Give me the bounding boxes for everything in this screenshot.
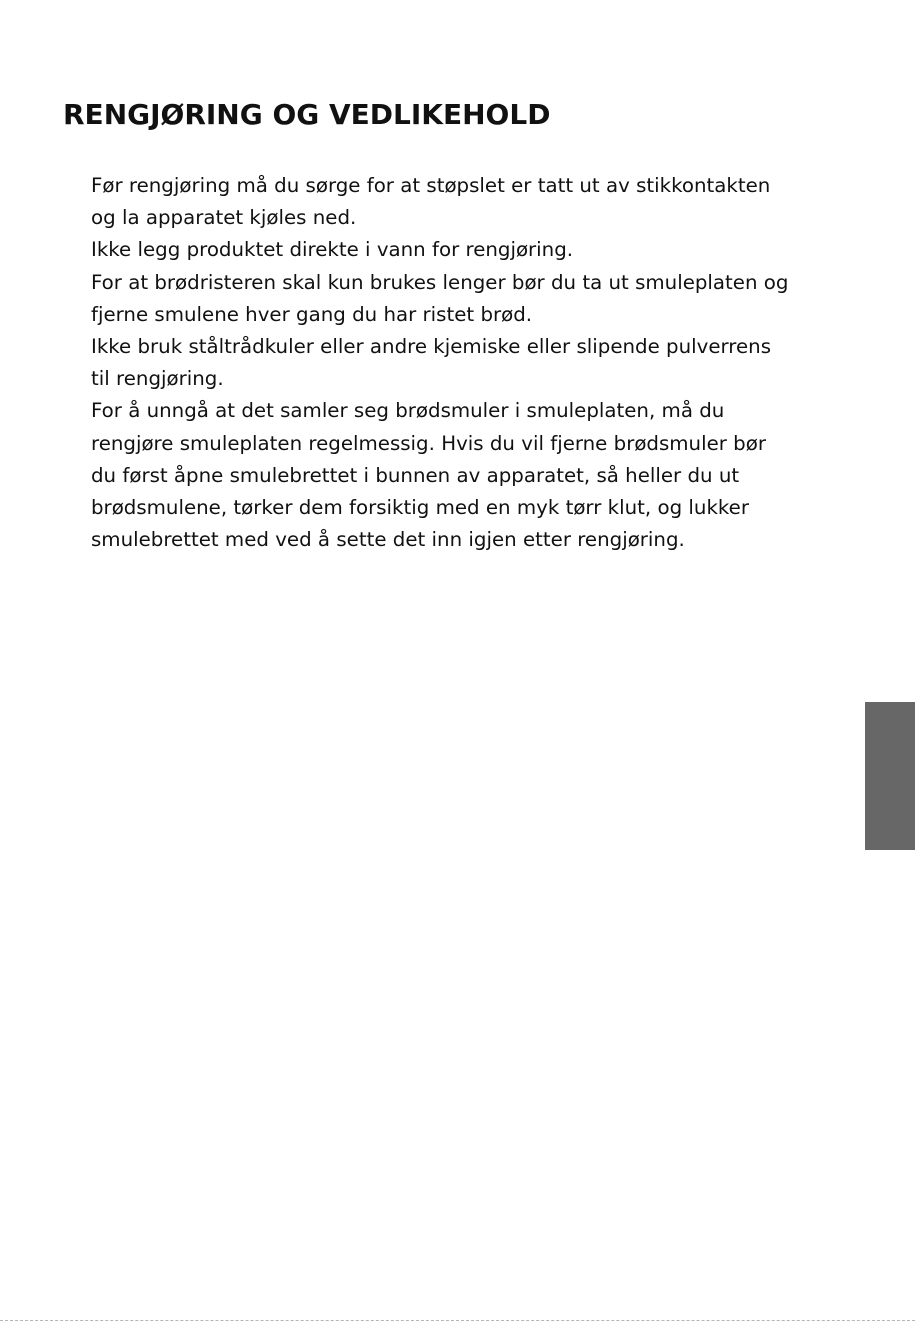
cleaning-instructions (91, 170, 891, 556)
instruction-line: du først åpne smulebrettet i bunnen av apparatet, så heller du ut (91, 463, 740, 487)
instruction-line: fjerne smulene hver gang du har ristet brød. (91, 302, 533, 326)
page-bottom-rule (0, 1320, 915, 1321)
instruction-line: Ikke legg produktet direkte i vann for rengjøring. (91, 238, 574, 262)
language-side-tab (865, 702, 915, 850)
instruction-line: brødsmulene, tørker dem forsiktig med en myk tørr klut, og lukker (91, 496, 749, 520)
instruction-line: rengjøre smuleplaten regelmessig. Hvis du vil fjerne brødsmuler bør (91, 431, 766, 455)
instruction-line: For å unngå at det samler seg brødsmuler i smuleplaten, må du (91, 399, 725, 423)
instruction-line: og la apparatet kjøles ned. (91, 206, 357, 230)
instruction-line: Ikke bruk ståltrådkuler eller andre kjemiske eller slipende pulverrens (91, 335, 771, 359)
instruction-line: Før rengjøring må du sørge for at støpslet er tatt ut av stikkontakten (91, 174, 771, 197)
instruction-line: smulebrettet med ved å sette det inn igjen etter rengjøring. (91, 528, 685, 552)
section-heading: RENGJØRING OG VEDLIKEHOLD (63, 98, 551, 131)
instruction-line: til rengjøring. (91, 367, 224, 391)
instruction-line: For at brødristeren skal kun brukes lenger bør du ta ut smuleplaten og (91, 270, 789, 294)
